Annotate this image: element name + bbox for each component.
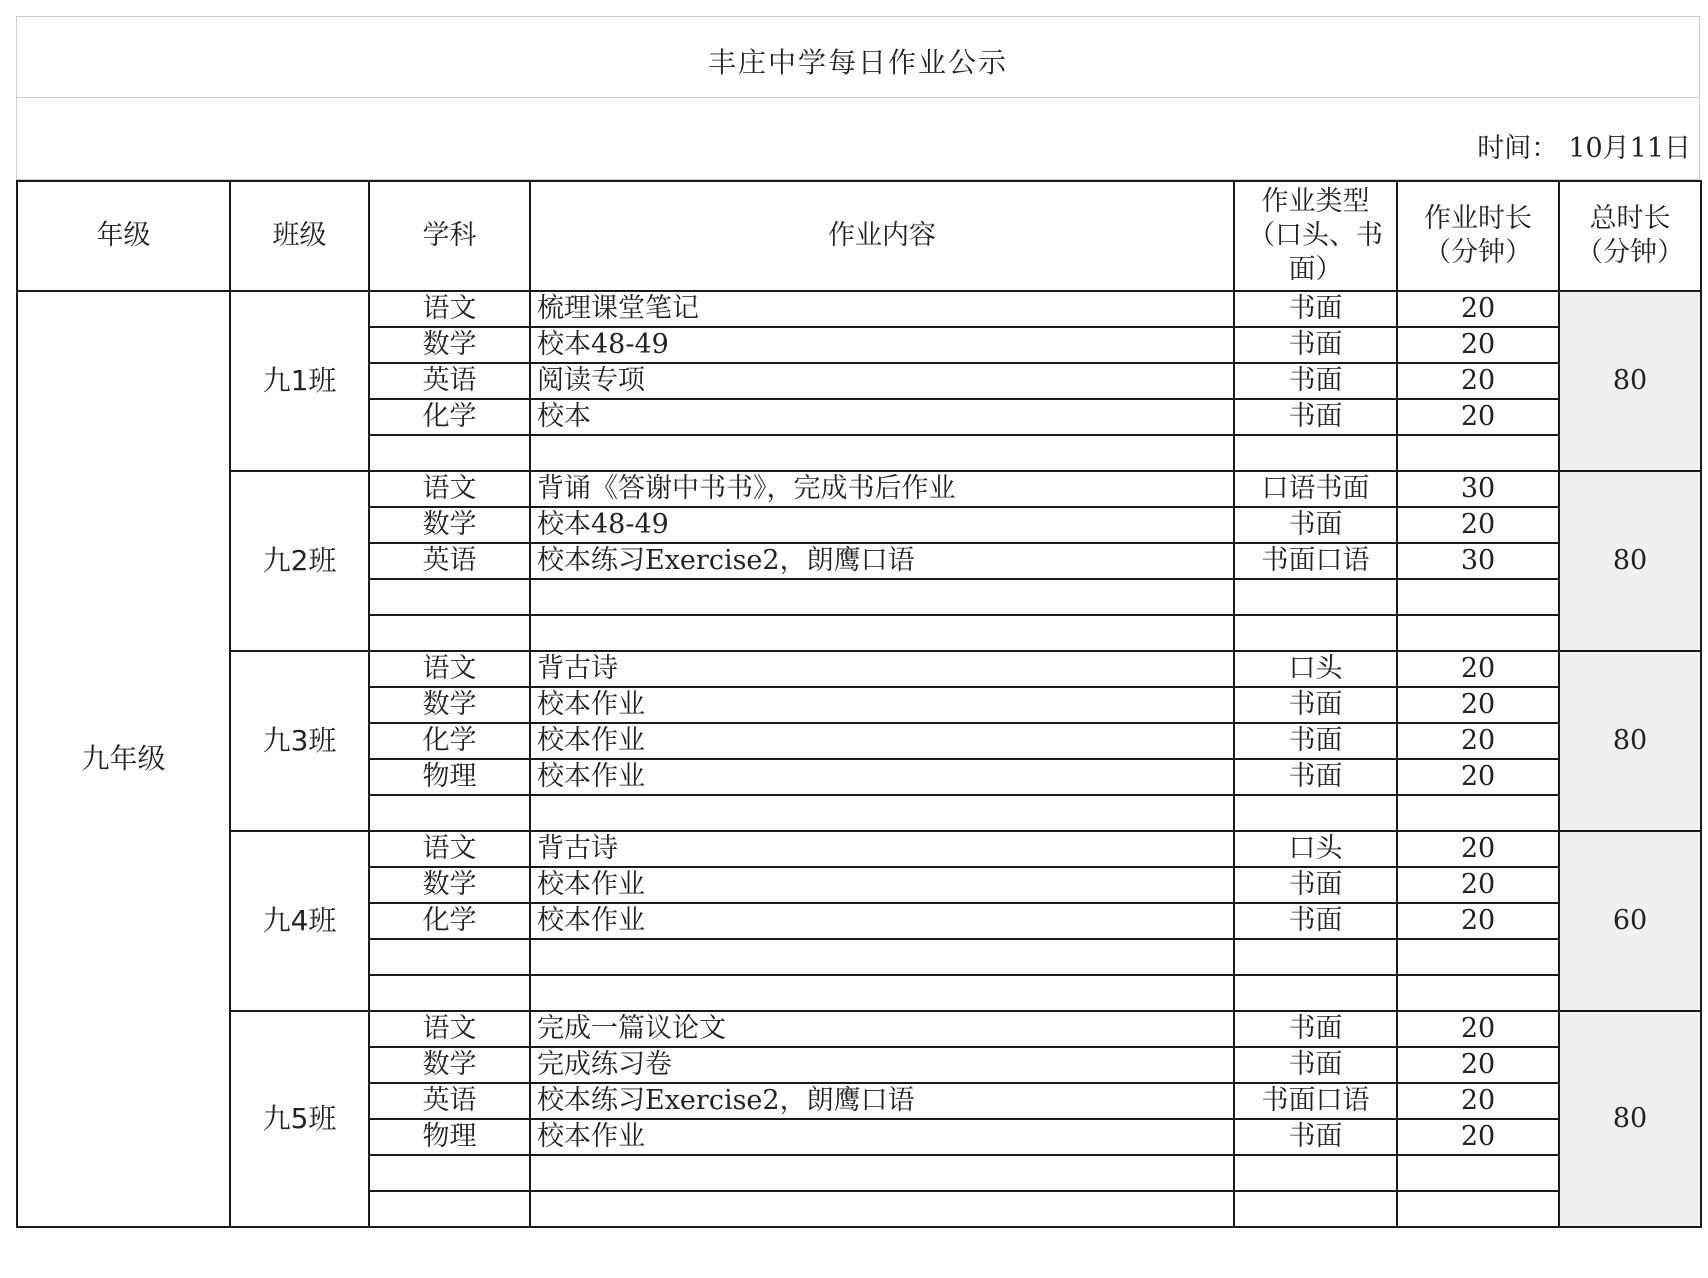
duration-cell[interactable]: 20: [1397, 687, 1559, 723]
content-cell[interactable]: 校本作业: [530, 867, 1234, 903]
duration-cell[interactable]: 20: [1397, 723, 1559, 759]
type-cell[interactable]: 书面: [1234, 327, 1397, 363]
class-cell[interactable]: 九1班: [230, 291, 369, 471]
header-grade[interactable]: 年级: [17, 181, 230, 291]
content-cell[interactable]: 校本作业: [530, 723, 1234, 759]
duration-cell[interactable]: [1397, 1155, 1559, 1191]
type-cell[interactable]: [1234, 615, 1397, 651]
duration-cell[interactable]: 20: [1397, 1119, 1559, 1155]
header-subject[interactable]: 学科: [369, 181, 530, 291]
header-type[interactable]: [1234, 181, 1397, 291]
subject-cell[interactable]: 数学: [369, 327, 530, 363]
content-cell[interactable]: 背诵《答谢中书书》，完成书后作业: [530, 471, 1234, 507]
subject-cell[interactable]: 英语: [369, 543, 530, 579]
subject-cell[interactable]: 数学: [369, 867, 530, 903]
class-cell[interactable]: 九5班: [230, 1011, 369, 1227]
subject-cell[interactable]: 语文: [369, 1011, 530, 1047]
duration-cell[interactable]: 20: [1397, 363, 1559, 399]
table-body: [17, 291, 1701, 1227]
header-content[interactable]: 作业内容: [530, 181, 1234, 291]
type-cell[interactable]: 书面: [1234, 759, 1397, 795]
subject-cell[interactable]: 数学: [369, 507, 530, 543]
duration-cell[interactable]: 20: [1397, 759, 1559, 795]
content-cell[interactable]: 背古诗: [530, 831, 1234, 867]
type-cell[interactable]: 书面: [1234, 903, 1397, 939]
duration-cell[interactable]: 20: [1397, 903, 1559, 939]
duration-cell[interactable]: 20: [1397, 1011, 1559, 1047]
content-cell[interactable]: 背古诗: [530, 651, 1234, 687]
table-row: [17, 471, 1701, 507]
duration-cell[interactable]: [1397, 795, 1559, 831]
subject-cell[interactable]: 化学: [369, 903, 530, 939]
type-cell[interactable]: [1234, 579, 1397, 615]
total-cell[interactable]: 60: [1559, 831, 1701, 1011]
subject-cell[interactable]: [369, 795, 530, 831]
subject-cell[interactable]: 语文: [369, 651, 530, 687]
subject-cell[interactable]: 化学: [369, 723, 530, 759]
date-line: [1467, 126, 1691, 165]
content-cell[interactable]: 校本作业: [530, 687, 1234, 723]
type-cell[interactable]: [1234, 1191, 1397, 1227]
type-cell[interactable]: [1234, 1155, 1397, 1191]
type-cell[interactable]: [1234, 795, 1397, 831]
type-cell[interactable]: [1234, 975, 1397, 1011]
duration-cell[interactable]: 20: [1397, 1083, 1559, 1119]
type-cell[interactable]: 书面: [1234, 687, 1397, 723]
type-cell[interactable]: 书面口语: [1234, 543, 1397, 579]
subject-cell[interactable]: [369, 939, 530, 975]
table-row: [17, 1011, 1701, 1047]
subject-cell[interactable]: 英语: [369, 1083, 530, 1119]
date-value: 10月11日: [1568, 133, 1691, 164]
subject-cell[interactable]: 数学: [369, 1047, 530, 1083]
subject-cell[interactable]: [369, 615, 530, 651]
content-cell[interactable]: 梳理课堂笔记: [530, 291, 1234, 327]
content-cell[interactable]: 校本48-49: [530, 327, 1234, 363]
subject-cell[interactable]: 数学: [369, 687, 530, 723]
header-duration[interactable]: [1397, 181, 1559, 291]
duration-cell[interactable]: 20: [1397, 291, 1559, 327]
content-cell[interactable]: [530, 615, 1234, 651]
homework-table: [16, 180, 1702, 1228]
type-cell[interactable]: 书面口语: [1234, 1083, 1397, 1119]
duration-cell[interactable]: [1397, 579, 1559, 615]
subject-cell[interactable]: 物理: [369, 759, 530, 795]
content-cell[interactable]: 校本: [530, 399, 1234, 435]
total-cell[interactable]: 80: [1559, 1011, 1701, 1227]
table-row: [17, 831, 1701, 867]
grade-cell[interactable]: 九年级: [17, 291, 230, 1227]
date-row[interactable]: [16, 97, 1700, 180]
duration-cell[interactable]: 20: [1397, 507, 1559, 543]
content-cell[interactable]: [530, 1155, 1234, 1191]
header-type-text: 作业类型（口头、书面）: [1248, 186, 1383, 285]
duration-cell[interactable]: 20: [1397, 867, 1559, 903]
class-cell[interactable]: 九3班: [230, 651, 369, 831]
date-label: 时间：: [1477, 133, 1559, 164]
duration-cell[interactable]: [1397, 975, 1559, 1011]
type-cell[interactable]: 口头: [1234, 651, 1397, 687]
duration-cell[interactable]: 20: [1397, 1047, 1559, 1083]
subject-cell[interactable]: [369, 975, 530, 1011]
header-total[interactable]: [1559, 181, 1701, 291]
type-cell[interactable]: [1234, 939, 1397, 975]
content-cell[interactable]: 完成练习卷: [530, 1047, 1234, 1083]
content-cell[interactable]: 校本作业: [530, 903, 1234, 939]
subject-cell[interactable]: [369, 1155, 530, 1191]
duration-cell[interactable]: [1397, 615, 1559, 651]
content-cell[interactable]: [530, 795, 1234, 831]
duration-cell[interactable]: 30: [1397, 543, 1559, 579]
duration-cell[interactable]: [1397, 939, 1559, 975]
subject-cell[interactable]: 语文: [369, 291, 530, 327]
table-row: [17, 291, 1701, 327]
spreadsheet: [16, 16, 1700, 1270]
duration-cell[interactable]: 20: [1397, 831, 1559, 867]
header-total-text: 总时长（分钟）: [1576, 203, 1684, 268]
type-cell[interactable]: 书面: [1234, 291, 1397, 327]
title-row[interactable]: [16, 16, 1700, 98]
header-duration-text: 作业时长（分钟）: [1424, 203, 1532, 268]
total-cell[interactable]: 80: [1559, 651, 1701, 831]
content-cell[interactable]: 阅读专项: [530, 363, 1234, 399]
type-cell[interactable]: 书面: [1234, 507, 1397, 543]
type-cell[interactable]: 书面: [1234, 1119, 1397, 1155]
table-row: [17, 651, 1701, 687]
type-cell[interactable]: 书面: [1234, 1047, 1397, 1083]
type-cell[interactable]: 书面: [1234, 1011, 1397, 1047]
subject-cell[interactable]: 英语: [369, 363, 530, 399]
content-cell[interactable]: [530, 579, 1234, 615]
subject-cell[interactable]: 物理: [369, 1119, 530, 1155]
subject-cell[interactable]: 化学: [369, 399, 530, 435]
content-cell[interactable]: [530, 1191, 1234, 1227]
content-cell[interactable]: 校本作业: [530, 759, 1234, 795]
type-cell[interactable]: 书面: [1234, 363, 1397, 399]
page-title: 丰庄中学每日作业公示: [707, 46, 1008, 79]
duration-cell[interactable]: [1397, 1191, 1559, 1227]
subject-cell[interactable]: 语文: [369, 831, 530, 867]
total-cell[interactable]: 80: [1559, 291, 1701, 471]
subject-cell[interactable]: 语文: [369, 471, 530, 507]
class-cell[interactable]: 九2班: [230, 471, 369, 651]
content-cell[interactable]: 校本练习Exercise2，朗鹰口语: [530, 543, 1234, 579]
header-row: [17, 181, 1701, 291]
header-class[interactable]: 班级: [230, 181, 369, 291]
subject-cell[interactable]: [369, 579, 530, 615]
subject-cell[interactable]: [369, 1191, 530, 1227]
duration-cell[interactable]: 20: [1397, 399, 1559, 435]
type-cell[interactable]: 口头: [1234, 831, 1397, 867]
duration-cell[interactable]: 20: [1397, 651, 1559, 687]
content-cell[interactable]: 校本48-49: [530, 507, 1234, 543]
duration-cell[interactable]: [1397, 435, 1559, 471]
content-cell[interactable]: [530, 939, 1234, 975]
content-cell[interactable]: [530, 975, 1234, 1011]
content-cell[interactable]: [530, 435, 1234, 471]
type-cell[interactable]: 口语书面: [1234, 471, 1397, 507]
content-cell[interactable]: 校本练习Exercise2，朗鹰口语: [530, 1083, 1234, 1119]
content-cell[interactable]: 完成一篇议论文: [530, 1011, 1234, 1047]
type-cell[interactable]: 书面: [1234, 399, 1397, 435]
content-cell[interactable]: 校本作业: [530, 1119, 1234, 1155]
duration-cell[interactable]: 30: [1397, 471, 1559, 507]
subject-cell[interactable]: [369, 435, 530, 471]
duration-cell[interactable]: 20: [1397, 327, 1559, 363]
type-cell[interactable]: 书面: [1234, 867, 1397, 903]
type-cell[interactable]: 书面: [1234, 723, 1397, 759]
type-cell[interactable]: [1234, 435, 1397, 471]
total-cell[interactable]: 80: [1559, 471, 1701, 651]
class-cell[interactable]: 九4班: [230, 831, 369, 1011]
